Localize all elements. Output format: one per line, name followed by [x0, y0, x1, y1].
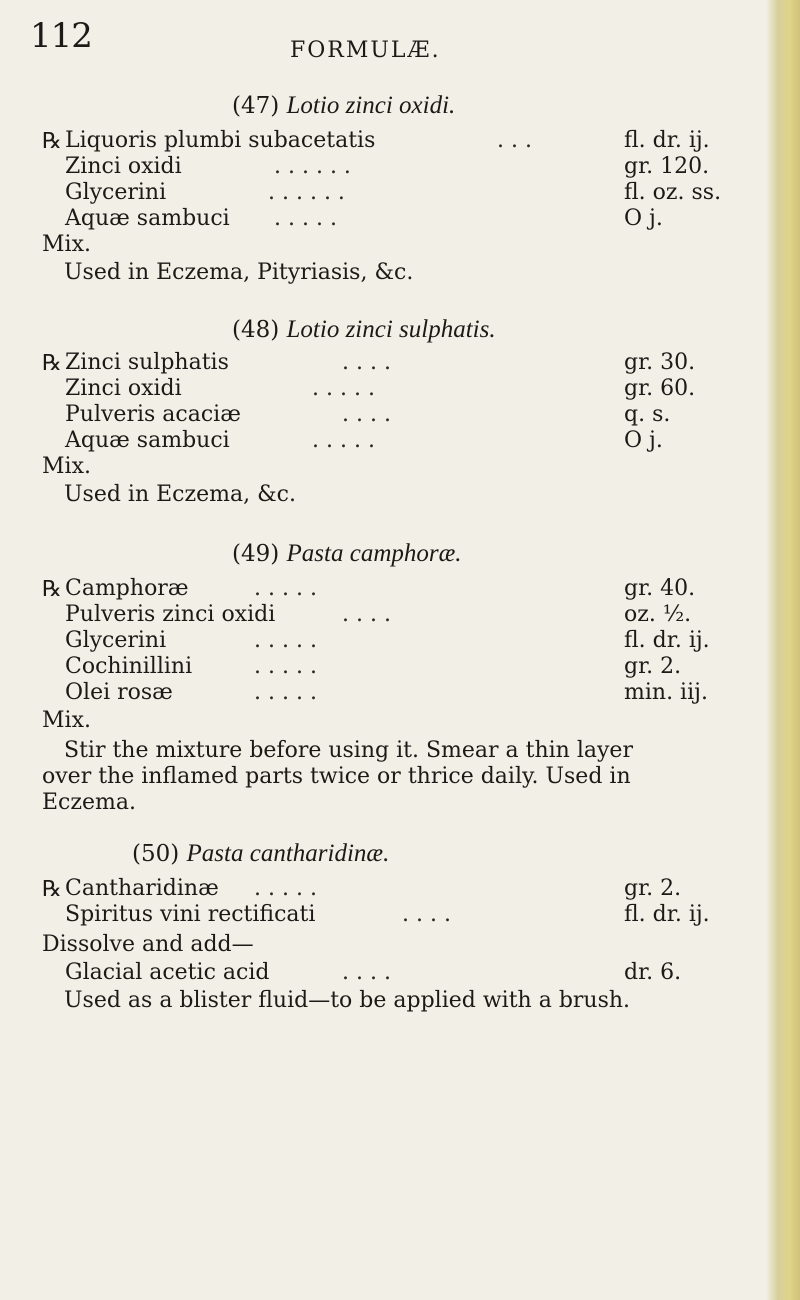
leader-dots: . . . . — [402, 902, 451, 927]
ingredient-name: Glycerini — [65, 180, 167, 205]
ingredient-name: Pulveris zinci oxidi — [65, 602, 276, 627]
mix-instruction: Mix. — [42, 708, 91, 733]
leader-dots: . . . . — [342, 602, 391, 627]
leader-dots: . . . . — [342, 402, 391, 427]
ingredient-name: Olei rosæ — [65, 680, 173, 705]
usage-note-line: Stir the mixture before using it. Smear a thin layer — [64, 738, 633, 763]
ingredient-row — [42, 350, 742, 376]
ingredient-list-48 — [42, 350, 742, 454]
recipe-symbol: ℞ — [42, 876, 62, 901]
ingredient-row — [42, 206, 742, 232]
ingredient-name: Camphoræ — [65, 576, 189, 601]
ingredient-quantity: min. iij. — [624, 680, 708, 705]
usage-note-line: over the inflamed parts twice or thrice daily. Used in — [42, 764, 631, 789]
ingredient-quantity: gr. 40. — [624, 576, 696, 601]
running-head: FORMULÆ. — [290, 38, 441, 63]
ingredient-row — [42, 576, 742, 602]
ingredient-row — [42, 654, 742, 680]
formula-title: Pasta camphoræ. — [286, 540, 462, 567]
ingredient-quantity: O j. — [624, 428, 663, 453]
ingredient-row — [42, 876, 742, 902]
ingredient-quantity: fl. dr. ij. — [624, 628, 710, 653]
extra-ingredient-list-50 — [42, 960, 742, 986]
leader-dots: . . . . . — [312, 428, 375, 453]
ingredient-name: Cantharidinæ — [65, 876, 219, 901]
ingredient-quantity: gr. 60. — [624, 376, 696, 401]
ingredient-row — [42, 628, 742, 654]
ingredient-name: Zinci sulphatis — [65, 350, 229, 375]
ingredient-name: Pulveris acaciæ — [65, 402, 241, 427]
ingredient-name: Glycerini — [65, 628, 167, 653]
ingredient-row — [42, 128, 742, 154]
ingredient-row — [42, 402, 742, 428]
usage-note: Used as a blister fluid—to be applied with a brush. — [64, 988, 631, 1013]
formula-number: (48) — [232, 317, 280, 343]
ingredient-quantity: q. s. — [624, 402, 671, 427]
page-edge-shading — [766, 0, 800, 1300]
formula-heading-50 — [132, 840, 389, 868]
ingredient-row — [42, 180, 742, 206]
leader-dots: . . . . . . — [274, 154, 351, 179]
formula-heading-47 — [232, 92, 455, 120]
leader-dots: . . . . . — [274, 206, 337, 231]
leader-dots: . . . . . — [254, 628, 317, 653]
ingredient-name: Zinci oxidi — [65, 154, 182, 179]
recipe-symbol: ℞ — [42, 576, 62, 601]
mix-instruction: Mix. — [42, 232, 91, 257]
formula-heading-49 — [232, 540, 462, 568]
ingredient-row — [42, 960, 742, 986]
ingredient-row — [42, 428, 742, 454]
leader-dots: . . . . . — [254, 876, 317, 901]
page-number: 112 — [30, 16, 92, 56]
ingredient-row — [42, 376, 742, 402]
formula-number: (47) — [232, 93, 280, 119]
ingredient-list-50 — [42, 876, 742, 928]
formula-number: (49) — [232, 541, 280, 567]
leader-dots: . . . . . — [254, 680, 317, 705]
ingredient-name: Glacial acetic acid — [65, 960, 270, 985]
leader-dots: . . . . . — [254, 654, 317, 679]
ingredient-row — [42, 602, 742, 628]
ingredient-quantity: fl. oz. ss. — [624, 180, 722, 205]
ingredient-name: Aquæ sambuci — [65, 428, 230, 453]
recipe-symbol: ℞ — [42, 350, 62, 375]
ingredient-quantity: gr. 30. — [624, 350, 696, 375]
ingredient-row — [42, 902, 742, 928]
ingredient-list-47 — [42, 128, 742, 232]
recipe-symbol: ℞ — [42, 128, 62, 153]
ingredient-quantity: dr. 6. — [624, 960, 682, 985]
leader-dots: . . . . . . — [268, 180, 345, 205]
ingredient-quantity: gr. 2. — [624, 654, 682, 679]
usage-note: Used in Eczema, &c. — [64, 482, 296, 507]
ingredient-quantity: O j. — [624, 206, 663, 231]
ingredient-list-49 — [42, 576, 742, 706]
ingredient-name: Zinci oxidi — [65, 376, 182, 401]
formula-title: Lotio zinci sulphatis. — [286, 316, 496, 343]
formula-title: Pasta cantharidinæ. — [186, 840, 390, 867]
formula-title: Lotio zinci oxidi. — [286, 92, 456, 119]
ingredient-name: Cochinillini — [65, 654, 193, 679]
usage-note: Used in Eczema, Pityriasis, &c. — [64, 260, 414, 285]
ingredient-quantity: fl. dr. ij. — [624, 128, 710, 153]
leader-dots: . . . — [497, 128, 532, 153]
ingredient-row — [42, 154, 742, 180]
leader-dots: . . . . — [342, 350, 391, 375]
ingredient-name: Aquæ sambuci — [65, 206, 230, 231]
formula-number: (50) — [132, 841, 180, 867]
ingredient-quantity: oz. ½. — [624, 602, 692, 627]
usage-note-line: Eczema. — [42, 790, 136, 815]
leader-dots: . . . . — [342, 960, 391, 985]
formula-heading-48 — [232, 316, 496, 344]
ingredient-name: Spiritus vini rectificati — [65, 902, 316, 927]
mix-instruction: Mix. — [42, 454, 91, 479]
ingredient-quantity: gr. 2. — [624, 876, 682, 901]
leader-dots: . . . . . — [254, 576, 317, 601]
ingredient-quantity: gr. 120. — [624, 154, 710, 179]
ingredient-quantity: fl. dr. ij. — [624, 902, 710, 927]
ingredient-row — [42, 680, 742, 706]
ingredient-name: Liquoris plumbi subacetatis — [65, 128, 376, 153]
instruction-text: Dissolve and add— — [42, 932, 254, 957]
leader-dots: . . . . . — [312, 376, 375, 401]
usage-note-paragraph — [42, 738, 752, 816]
